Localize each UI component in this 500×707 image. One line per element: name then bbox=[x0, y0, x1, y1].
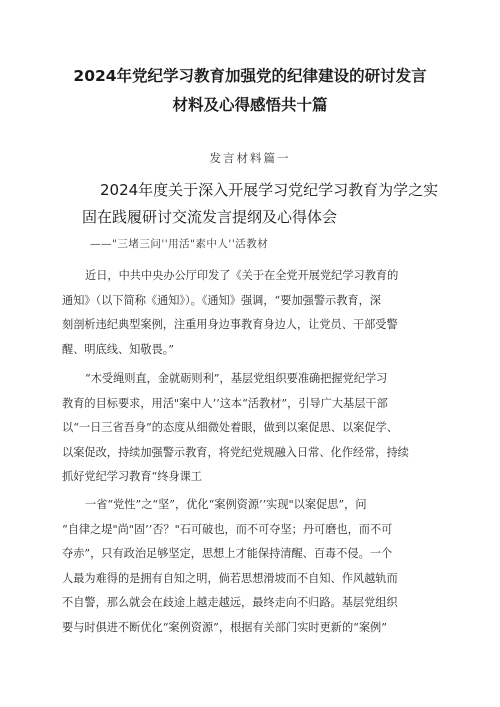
paragraph-line: 不自警，那么就会在歧途上越走越远，最终走向不归路。基层党组织 bbox=[62, 596, 398, 609]
article-byline: ——"三堵三问''用活"素中人''活教材 bbox=[90, 238, 269, 250]
section-label: 发言材料篇一 bbox=[209, 151, 291, 165]
paragraph-line: 近日，中共中央办公厅印发了《关于在全党开展党纪学习教育的 bbox=[85, 269, 399, 282]
paragraph-line: “自律之堤"尚"固’’否？"石可破也，而不可夺坚；丹可磨也，而不可 bbox=[62, 522, 393, 536]
article-title-line-1: 2024年度关于深入开展学习党纪学习教育为学之实 bbox=[100, 181, 439, 199]
paragraph-line: 抓好党纪学习教育“终身课工 bbox=[62, 470, 202, 483]
article-title bbox=[82, 177, 480, 231]
paragraph-line: 刻剖析违纪典型案例，注重用身边事教育身边人，让党员、干部受警 bbox=[62, 318, 398, 331]
paragraph-1 bbox=[62, 264, 442, 362]
paragraph-line: 要与时俱进不断优化“案例资源”，根据有关部门实时更新的“案例” bbox=[62, 620, 387, 634]
paragraph-line: 人最为难得的是拥有自知之明，倘若思想滑坡而不自知、作风越轨而 bbox=[62, 571, 398, 585]
paragraph-line: “木受绳则直，金就砺则利”，基层党组织要准确把握党纪学习 bbox=[85, 372, 388, 385]
article-title-line-2: 固在践履研讨交流发言提纲及心得体会 bbox=[82, 208, 338, 226]
paragraph-line: 夺赤”，只有政治足够坚定，思想上才能保持清醒、百毒不侵。一个 bbox=[62, 547, 393, 560]
document-title-line-1: 2024年党纪学习教育加强党的纪律建设的研讨发言 bbox=[73, 67, 427, 85]
paragraph-line: 以案促改，持续加强警示教育，将党纪党规融入日常、化作经常，持续 bbox=[62, 445, 409, 459]
paragraph-3 bbox=[62, 493, 442, 640]
paragraph-line: 一省“党性”之“坚”，优化“案例资源’’实现"以案促思”，问 bbox=[85, 498, 367, 511]
paragraph-2 bbox=[62, 367, 442, 490]
document-title-line-2: 材料及心得感悟共十篇 bbox=[172, 96, 328, 114]
paragraph-line: 通知》（以下简称《通知》）。《通知》强调，“要加强警示教育，深 bbox=[62, 293, 381, 307]
paragraph-line: 以“一日三省吾身”的态度从细微处着眼，做到以案促思、以案促学、 bbox=[62, 421, 398, 434]
paragraph-line: 醒、明底线、知敬畏。” bbox=[62, 342, 174, 356]
paragraph-line: 教育的目标要求，用活"案中人’’这本“活教材”，引导广大基层干部 bbox=[62, 396, 388, 410]
document-title bbox=[40, 62, 460, 120]
